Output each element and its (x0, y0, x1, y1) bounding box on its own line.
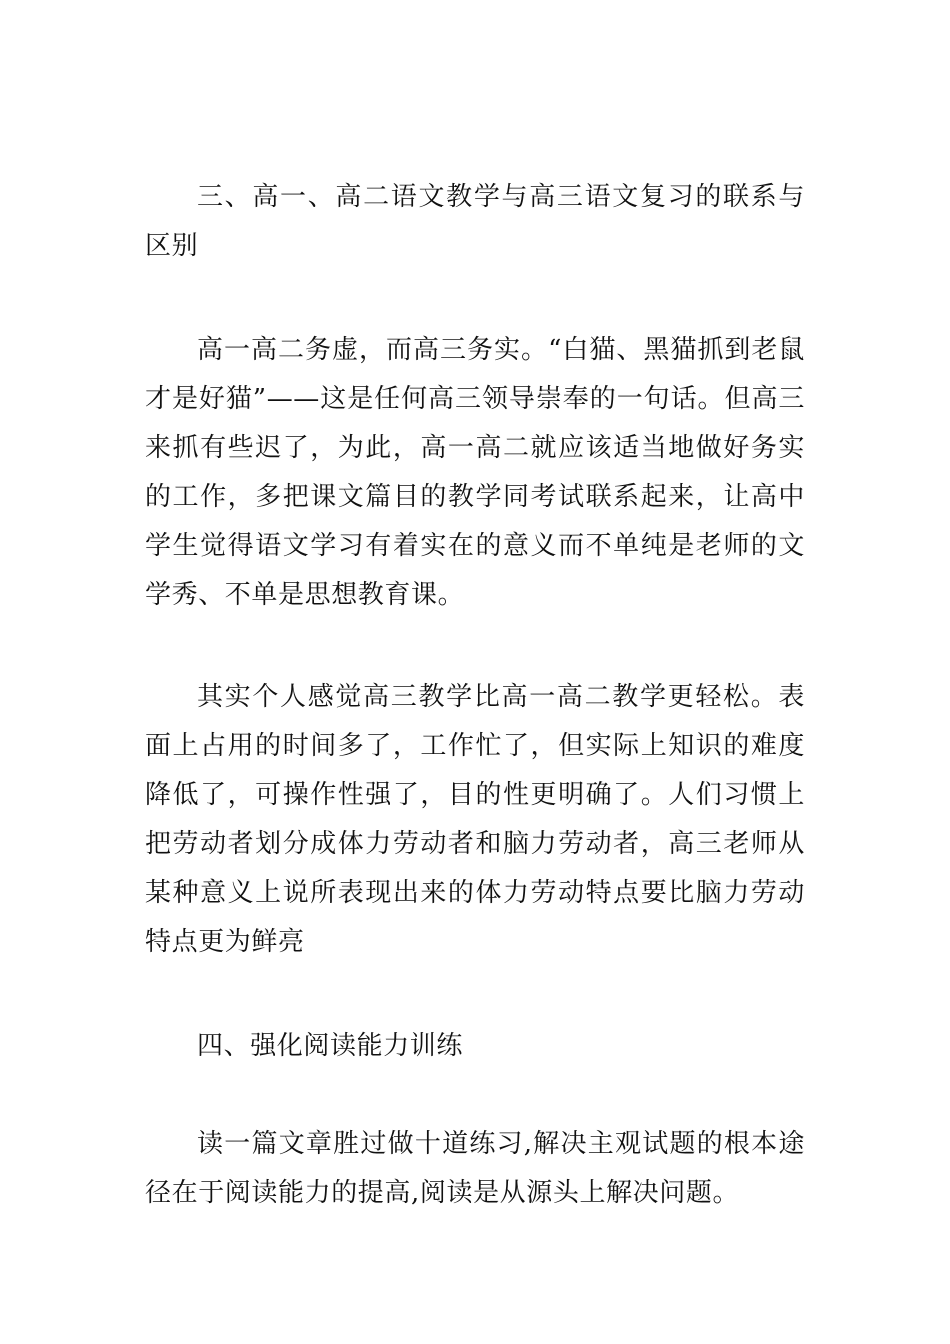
paragraph-1: 高一高二务虚，而高三务实。“白猫、黑猫抓到老鼠才是好猫”——这是任何高三领导崇奉的一句话。但高三来抓有些迟了，为此，高一高二就应该适当地做好务实的工作，多把课文篇目的教学同考试联系起来，让高中学生觉得语文学习有着实在的意义而不单纯是老师的文学秀、不单是思想教育课。 (145, 335, 805, 610)
section-heading-3: 三、高一、高二语文教学与高三语文复习的联系与区别 (145, 182, 805, 261)
paragraph-2: 其实个人感觉高三教学比高一高二教学更轻松。表面上占用的时间多了，工作忙了，但实际上知识的难度降低了，可操作性强了，目的性更明确了。人们习惯上把劳动者划分成体力劳动者和脑力劳动者，高三老师从某种意义上说所表现出来的体力劳动特点要比脑力劳动特点更为鲜亮 (145, 682, 805, 957)
paragraph-3: 读一篇文章胜过做十道练习,解决主观试题的根本途径在于阅读能力的提高,阅读是从源头上解决问题。 (145, 1129, 805, 1208)
section-heading-4: 四、强化阅读能力训练 (197, 1031, 464, 1061)
